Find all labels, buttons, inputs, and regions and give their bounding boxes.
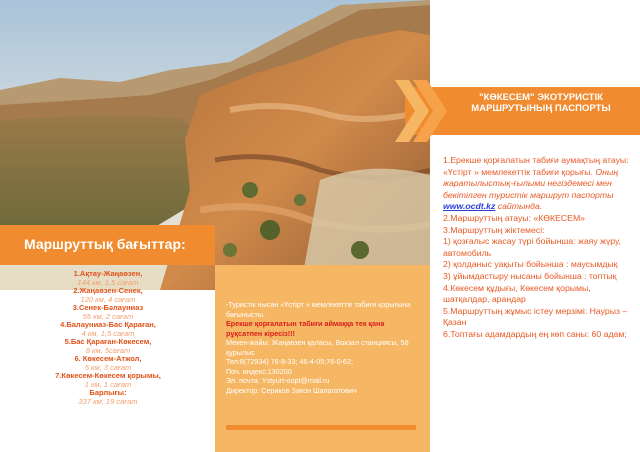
- passport-item-4: 4.Көкесем құдығы, Көкесем қорымы, шатқалдар, арандар: [443, 282, 591, 305]
- passport-title: "КӨКЕСЕМ" ЭКОТУРИСТІК МАРШРУТЫНЫҢ ПАСПОРТЫ: [471, 92, 611, 114]
- info-content: [226, 300, 421, 395]
- info-postal: Поч. индекс:130200: [226, 366, 292, 376]
- passport-1a: 1.Ерекше қорғалатын табиғи аумақтың атауы: «Үстірт » мемлекеттік табиғи қорығы.: [443, 155, 629, 177]
- passport-item-1: [443, 155, 631, 213]
- info-intro: -Туристік нысан «Үстірт » мемлекеттік табиғи қорығына бағынысты.: [226, 300, 411, 319]
- route-name: 6. Көкесем-Атжол,: [74, 354, 142, 363]
- info-phone: Тел:8(72934) 76-8-33; 46-4-05;76-0-62;: [226, 357, 354, 366]
- passport-body: [443, 155, 631, 341]
- route-item: [8, 287, 208, 304]
- route-name: 4.Балауниаз-Бас Қараған,: [60, 320, 156, 329]
- route-name: 1.Ақтау-Жаңаөзен,: [73, 269, 143, 278]
- route-distance: 8 км, 5сағат: [85, 345, 131, 355]
- passport-item-3: 3.Маршруттың жіктемесі:: [443, 224, 545, 235]
- website-link[interactable]: www.ocdt.kz: [443, 201, 496, 212]
- route-total-label: Барлығы:: [89, 388, 127, 397]
- route-name: 2.Жаңаөзен-Сенек,: [73, 286, 143, 295]
- route-distance: 55 км, 2 сағат: [82, 311, 134, 321]
- passport-item-3c: 3) ұйымдастыру нысаны бойынша : топтық: [443, 270, 617, 281]
- info-divider: [226, 425, 416, 430]
- routes-list: [8, 270, 208, 406]
- info-address: Мекен-жайы: Жаңаөзен қаласы, Вокзал станциясы, 58 құрылыс: [226, 338, 409, 357]
- passport-1b: Оның жаратылыстық-ғылыми негіздемесі мен бекітілген туристік маршрут паспорты: [443, 166, 619, 200]
- passport-item-3a: 1) қозғалыс жасау түрі бойынша: жаяу жүру, автомобиль: [443, 236, 621, 258]
- route-distance: 120 км, 4 сағат: [80, 294, 136, 304]
- route-item: [8, 372, 208, 389]
- route-name: 5.Бас Қараған-Көкесем,: [64, 337, 152, 346]
- route-item: [8, 270, 208, 287]
- route-distance: 4 км, 1,5 сағат: [81, 328, 135, 338]
- route-item: [8, 321, 208, 338]
- route-name: 3.Сенек-Бәлауниаз: [72, 303, 144, 312]
- info-email: Эл. почта: Ystyurt-oopt@mail.ru: [226, 376, 330, 385]
- route-total-value: 337 км, 19 сағат: [78, 396, 138, 406]
- info-director: Директор: Сериков Закон Шапагатович: [226, 385, 357, 395]
- route-distance: 5 км, 3 сағат: [84, 362, 132, 372]
- route-distance: 144 км, 1,5 сағат: [77, 277, 139, 287]
- route-distance: 1 км, 1 сағат: [84, 379, 132, 389]
- passport-item-2: 2.Маршруттың атауы: «КӨКЕСЕМ»: [443, 212, 586, 223]
- info-warning: Ерекше қорғалатын табиғи аймаққа тек қана рұқсатпен кіресіз!!!: [226, 319, 385, 338]
- passport-item-3b: 2) қолданыс уақыты бойынша : маусымдық: [443, 259, 618, 270]
- passport-item-6: 6.Топтағы адамдардың ең көп саны: 60 адам;: [443, 328, 627, 339]
- route-name: 7.Көкесем-Көкесем қорымы,: [55, 371, 161, 380]
- route-item: [8, 304, 208, 321]
- route-item: [8, 338, 208, 355]
- passport-item-5: 5.Маршруттың жұмыс істеу мерзімі: Наурыз –Қазан: [443, 305, 628, 328]
- routes-title: Маршруттық бағыттар:: [24, 236, 186, 252]
- route-item: [8, 355, 208, 372]
- passport-1c: сайтында.: [497, 201, 543, 212]
